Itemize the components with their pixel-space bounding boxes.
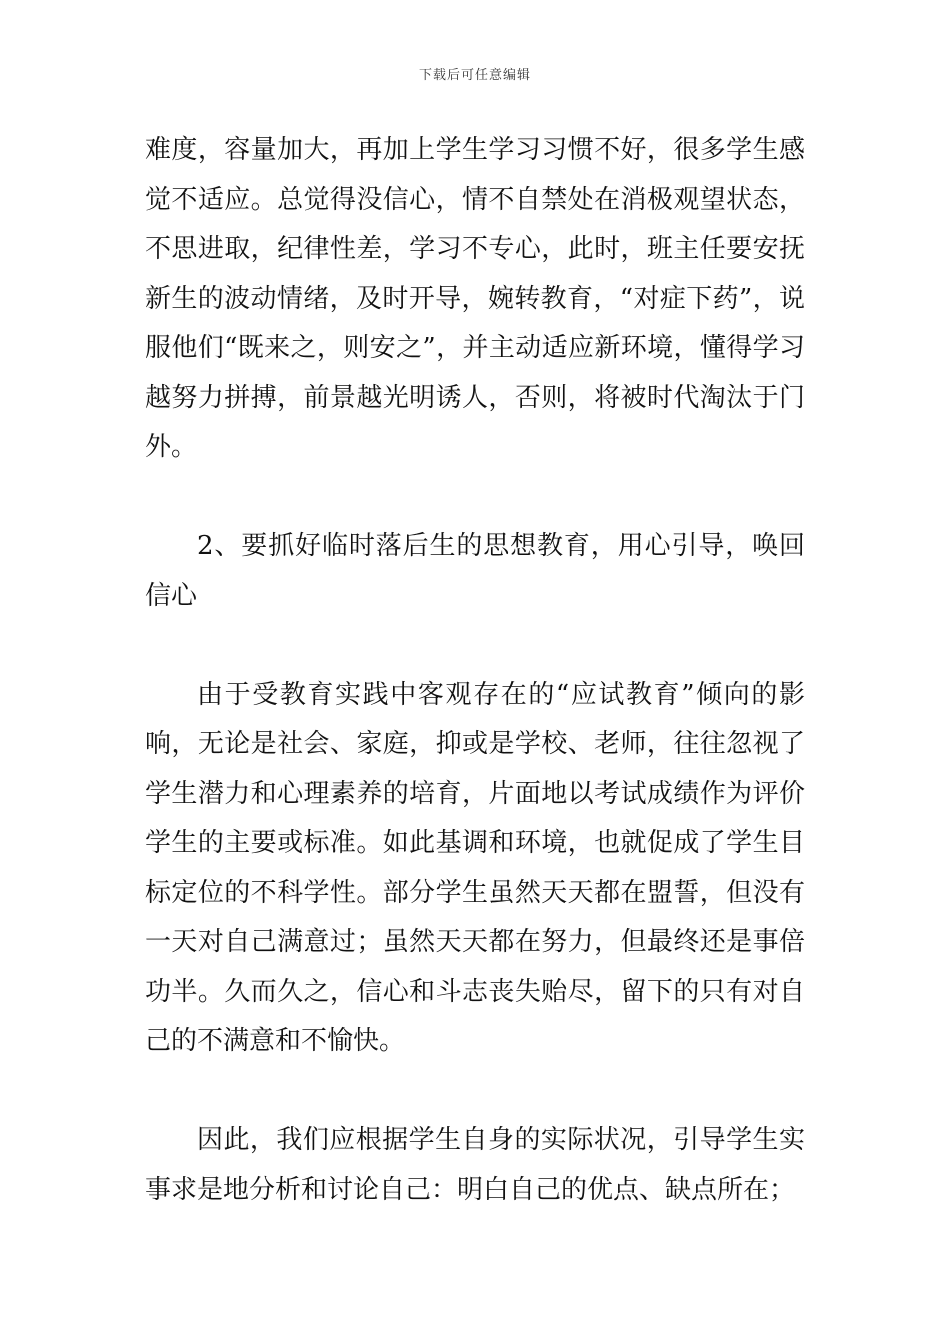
- section-heading: 2、要抓好临时落后生的思想教育，用心引导，唤回信心: [145, 531, 805, 611]
- page-header: 下载后可任意编辑: [418, 68, 531, 83]
- paragraph-continuation: 难度，容量加大，再加上学生学习习惯不好，很多学生感觉不适应。总觉得没信心，情不自禁处在消极观望状态，不思进取，纪律性差，学习不专心，此时，班主任要安抚新生的波动情绪，及时开导，婉转教育，“对症下药”，说服他们“既来之，则安之”，并主动适应新环境，懂得学习越努力拼搏，前景越光明诱人，否则，将被时代淘汰于门外。: [145, 135, 805, 462]
- paragraph-gap: [145, 621, 805, 671]
- paragraph-gap: [145, 473, 805, 523]
- paragraph-body: 因此，我们应根据学生自身的实际状况，引导学生实事求是地分析和讨论自己：明白自己的优点、缺点所在；: [145, 1125, 805, 1205]
- paragraph-body: 由于受教育实践中客观存在的“应试教育”倾向的影响，无论是社会、家庭，抑或是学校、老师，往往忽视了学生潜力和心理素养的培育，片面地以考试成绩作为评价学生的主要或标准。如此基调和环境，也就促成了学生目标定位的不科学性。部分学生虽然天天都在盟誓，但没有一天对自己满意过；虽然天天都在努力，但最终还是事倍功半。久而久之，信心和斗志丧失贻尽，留下的只有对自己的不满意和不愉快。: [145, 679, 805, 1056]
- document-body: [145, 126, 805, 1215]
- paragraph-gap: [145, 1067, 805, 1117]
